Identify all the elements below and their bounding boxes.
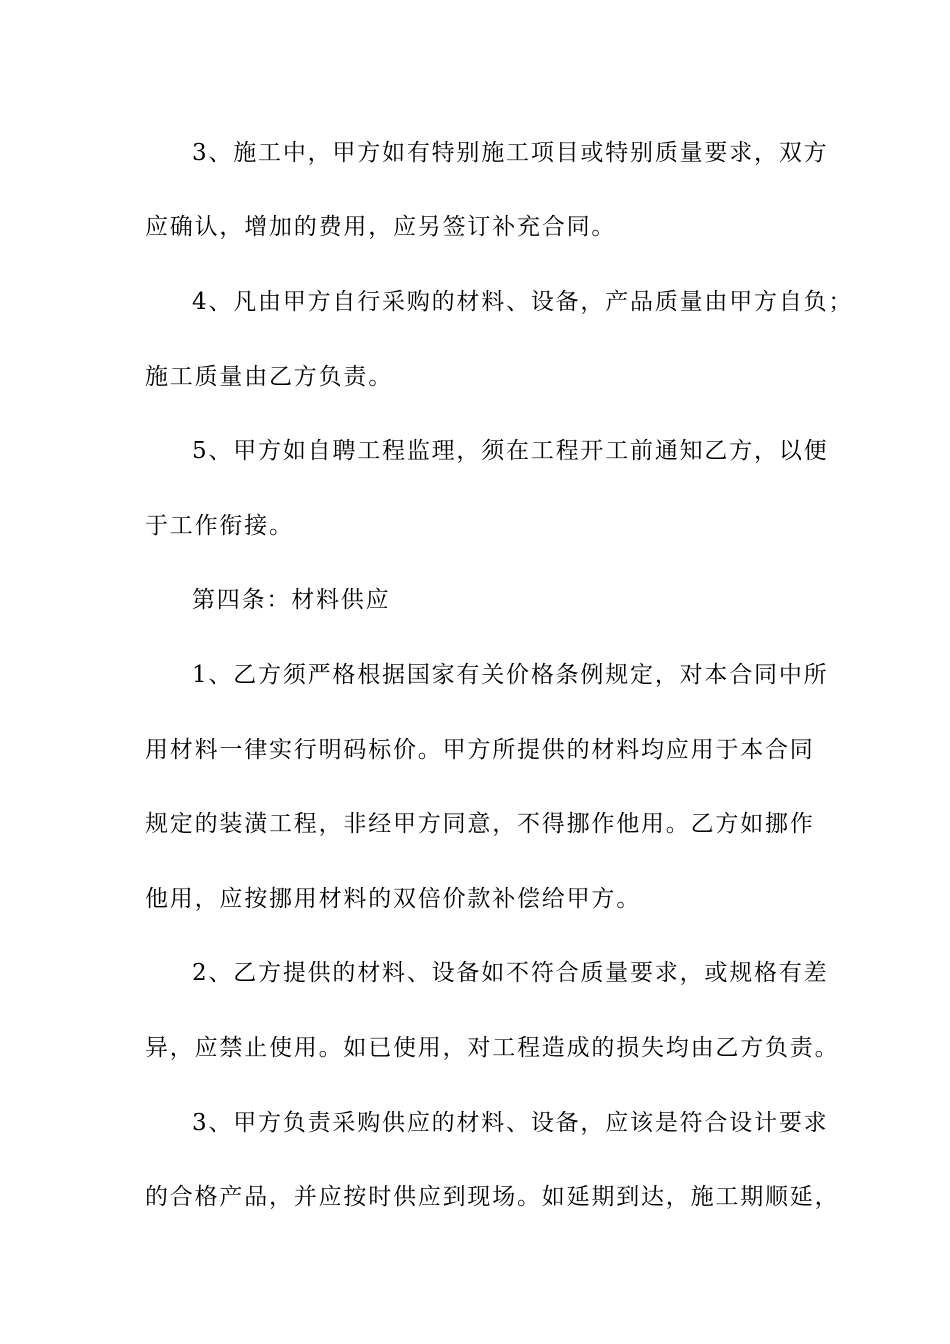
text-line: 应确认，增加的费用，应另签订补充合同。 [145, 214, 617, 240]
text-line: 5、甲方如自聘工程监理，须在工程开工前通知乙方，以便 [192, 438, 829, 464]
text-line: 用材料一律实行明码标价。甲方所提供的材料均应用于本合同 [145, 737, 815, 763]
text-line: 异，应禁止使用。如已使用，对工程造成的损失均由乙方负责。 [145, 1035, 840, 1061]
text-line: 2、乙方提供的材料、设备如不符合质量要求，或规格有差 [192, 960, 829, 986]
text-line: 1、乙方须严格根据国家有关价格条例规定，对本合同中所 [192, 662, 829, 688]
text-line: 3、甲方负责采购供应的材料、设备，应该是符合设计要求 [192, 1110, 829, 1136]
section-heading: 第四条：材料供应 [192, 587, 391, 613]
text-line: 于工作衔接。 [145, 513, 294, 539]
text-line: 3、施工中，甲方如有特别施工项目或特别质量要求，双方 [192, 140, 829, 166]
text-line: 4、凡由甲方自行采购的材料、设备，产品质量由甲方自负； [192, 289, 854, 315]
text-line: 施工质量由乙方负责。 [145, 364, 393, 390]
text-line: 规定的装潢工程，非经甲方同意，不得挪作他用。乙方如挪作 [145, 811, 815, 837]
text-line: 的合格产品，并应按时供应到现场。如延期到达，施工期顺延， [145, 1184, 840, 1210]
text-line: 他用，应按挪用材料的双倍价款补偿给甲方。 [145, 886, 641, 912]
